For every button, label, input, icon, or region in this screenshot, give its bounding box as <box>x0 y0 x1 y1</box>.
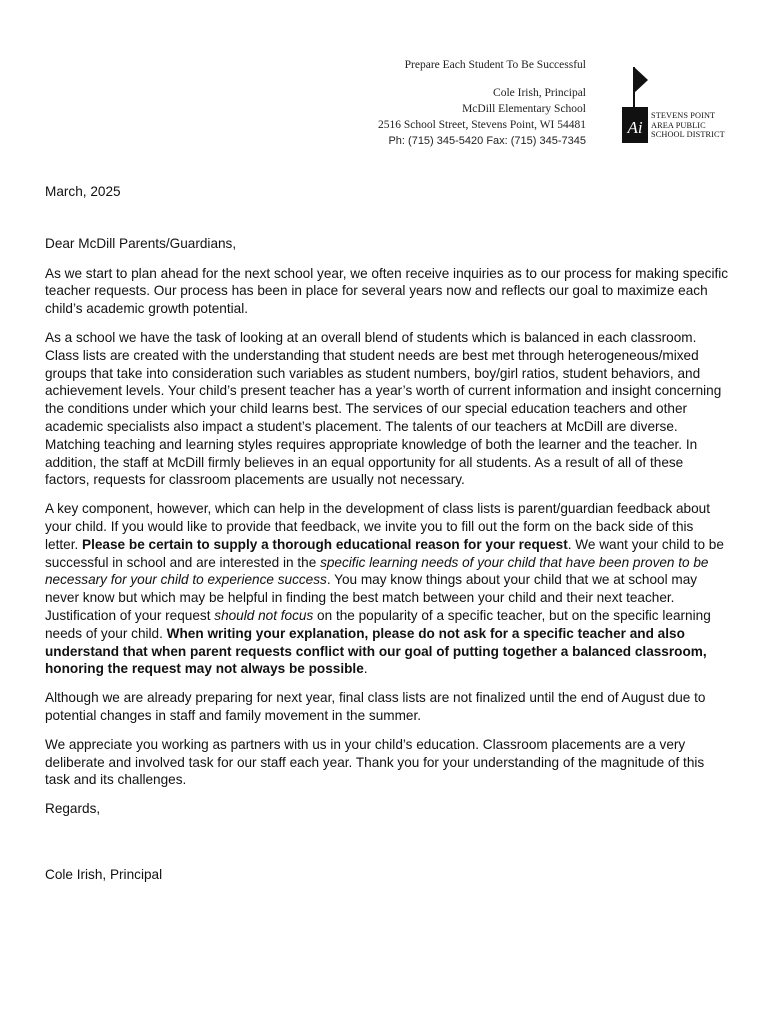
school-address: 2516 School Street, Stevens Point, WI 54481 <box>377 119 586 131</box>
paragraph-class-blend: As a school we have the task of looking at an overall blend of students which is balanced in each classroom. Class lists are created with the understanding that student needs are best met through heterogeneous/mixed groups that take into consideration such variables as student numbers, boy/girl ratios, student behaviors, and achievement levels. Your child’s present teacher has a year’s worth of current information and insight concerning the conditions under which your child learns best. The services of our special education teachers and other academic specialists also impact a student’s placement. The talents of our teachers at McDill are diverse. Matching teaching and learning styles requires appropriate knowledge of both the learner and the teacher. In addition, the staff at McDill firmly believes in an equal opportunity for all students. As a result of all of these factors, requests for classroom placements are usually not necessary. <box>45 329 722 488</box>
district-name-line1: STEVENS POINT <box>651 111 716 120</box>
flag-monogram-icon <box>619 67 649 147</box>
feedback-italic-2: should not focus <box>214 607 314 623</box>
closing: Regards, <box>45 801 101 817</box>
contact-phone-fax: Ph: (715) 345-5420 Fax: (715) 345-7345 <box>388 135 586 147</box>
feedback-text-3: . You may know things about your child that we at school may never know but which may be helpful in finding the best match between your child and their next teacher. Justification of your request <box>45 572 698 623</box>
feedback-text-1: A key component, however, which can help in the development of class lists is parent/guardian feedback about your child. If you would like to provide that feedback, we invite you to fill out the form on the back side of this letter. <box>45 501 710 552</box>
letter-body <box>45 183 730 895</box>
district-name-line2: AREA PUBLIC <box>651 120 706 130</box>
paragraph-timeline: Although we are already preparing for next year, final class lists are not finalized until the end of August due to potential changes in staff and family movement in the summer. <box>45 690 706 723</box>
district-name <box>651 111 725 140</box>
principal-name: Cole Irish, Principal <box>493 87 586 99</box>
paragraph-intro: As we start to plan ahead for the next school year, we often receive inquiries as to our process for making specific teacher requests. Our process has been in place for several years now and reflects our goal to maximize each child’s academic growth potential. <box>45 265 729 317</box>
paragraph-appreciation: We appreciate you working as partners with us in your child’s education. Classroom placements are a very deliberate and involved task for our staff each year. Thank you for your understanding of the magnitude of this task and its challenges. <box>45 736 705 788</box>
letter-date: March, 2025 <box>45 184 121 199</box>
feedback-text-4: on the popularity of a specific teacher, but on the specific learning needs of your child. <box>45 607 711 641</box>
district-name-line3: SCHOOL DISTRICT <box>651 130 725 139</box>
signature: Cole Irish, Principal <box>45 866 163 882</box>
school-name: McDill Elementary School <box>462 103 586 115</box>
feedback-emphasis-1: Please be certain to supply a thorough educational reason for your request <box>82 536 568 552</box>
school-tagline: Prepare Each Student To Be Successful <box>404 59 586 71</box>
feedback-text-5: . <box>363 661 368 677</box>
feedback-text-2: . We want your child to be successful in school and are interested in the <box>45 536 724 570</box>
district-logo <box>619 67 729 147</box>
feedback-italic-1: specific learning needs of your child that have been proven to be necessary for your child to experience success <box>45 554 709 588</box>
letterhead <box>378 57 586 149</box>
logo-monogram: Ai <box>627 118 643 137</box>
paragraph-feedback <box>45 500 730 678</box>
salutation: Dear McDill Parents/Guardians, <box>45 235 237 251</box>
feedback-emphasis-2: When writing your explanation, please do not ask for a specific teacher and also understand that when parent requests conflict with our goal of putting together a balanced classroom, honoring the request may not always be possible <box>45 625 707 677</box>
